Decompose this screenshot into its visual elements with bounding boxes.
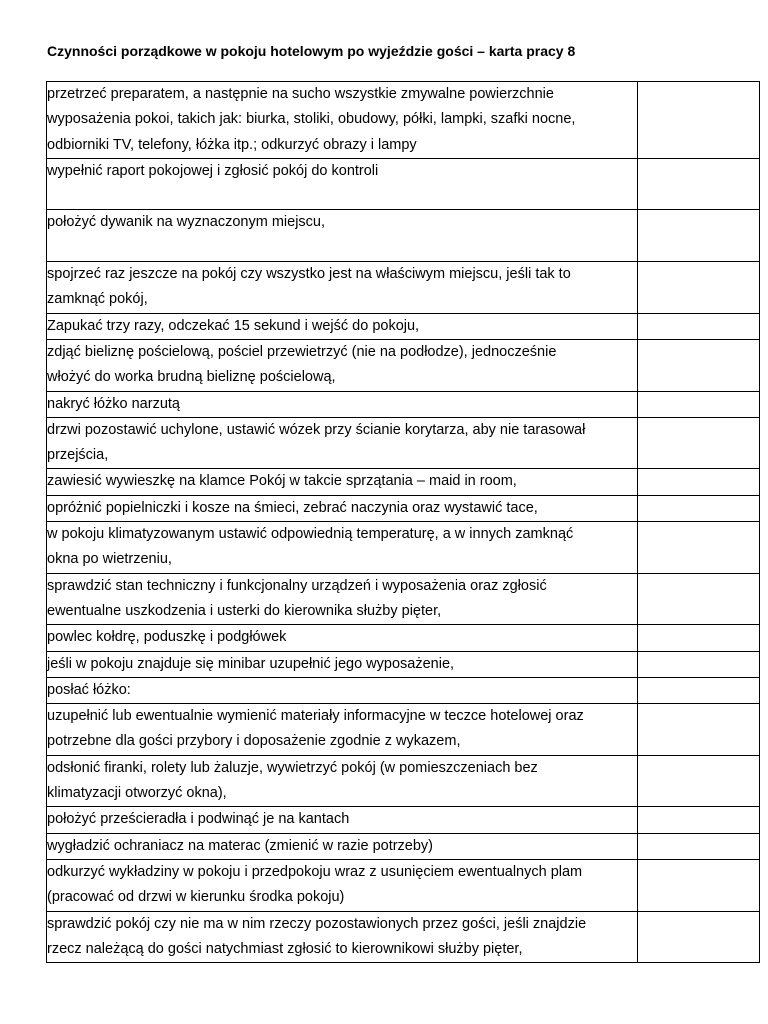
task-text-cell bbox=[47, 158, 638, 210]
task-line: odkurzyć wykładziny w pokoju i przedpokoju wraz z usunięciem ewentualnych plam bbox=[47, 863, 583, 880]
task-line: odsłonić firanki, rolety lub żaluzje, wywietrzyć pokój (w pomieszczeniach bez bbox=[47, 759, 538, 776]
task-line: wyposażenia pokoi, takich jak: biurka, stoliki, obudowy, półki, lampki, szafki nocne, bbox=[47, 111, 576, 128]
order-number-cell[interactable] bbox=[638, 495, 760, 521]
order-number-cell[interactable] bbox=[638, 625, 760, 651]
order-number-cell[interactable] bbox=[638, 755, 760, 807]
order-number-cell[interactable] bbox=[638, 469, 760, 495]
order-number-cell[interactable] bbox=[638, 391, 760, 417]
task-text-cell bbox=[47, 911, 638, 963]
task-line: okna po wietrzeniu, bbox=[47, 551, 172, 568]
task-row bbox=[47, 704, 760, 756]
task-line: włożyć do worka brudną bieliznę pościelową, bbox=[47, 369, 336, 386]
task-line: wygładzić ochraniacz na materac (zmienić w razie potrzeby) bbox=[47, 837, 434, 854]
task-line: zdjąć bieliznę pościelową, pościel przewietrzyć (nie na podłodze), jednocześnie bbox=[47, 343, 557, 360]
task-row bbox=[47, 573, 760, 625]
task-line: potrzebne dla gości przybory i doposażenie zgodnie z wykazem, bbox=[47, 733, 461, 750]
task-line: w pokoju klimatyzowanym ustawić odpowiednią temperaturę, a w innych zamknąć bbox=[47, 526, 574, 543]
order-number-cell[interactable] bbox=[638, 859, 760, 911]
task-row bbox=[47, 417, 760, 469]
task-line: uzupełnić lub ewentualnie wymienić materiały informacyjne w teczce hotelowej oraz bbox=[47, 708, 584, 725]
task-row bbox=[47, 210, 760, 262]
task-line: klimatyzacji otworzyć okna), bbox=[47, 785, 227, 802]
task-row bbox=[47, 677, 760, 703]
task-text-cell bbox=[47, 677, 638, 703]
task-text-cell bbox=[47, 469, 638, 495]
task-line: zamknąć pokój, bbox=[47, 291, 148, 308]
task-text-cell bbox=[47, 262, 638, 314]
task-row bbox=[47, 859, 760, 911]
task-line: położyć dywanik na wyznaczonym miejscu, bbox=[47, 214, 326, 231]
task-row bbox=[47, 391, 760, 417]
task-text-cell bbox=[47, 391, 638, 417]
task-text-cell bbox=[47, 573, 638, 625]
task-line: sprawdzić stan techniczny i funkcjonalny urządzeń i wyposażenia oraz zgłosić bbox=[47, 577, 547, 594]
task-row bbox=[47, 911, 760, 963]
task-line: Zapukać trzy razy, odczekać 15 sekund i wejść do pokoju, bbox=[47, 317, 420, 334]
task-text-cell bbox=[47, 313, 638, 339]
task-line: położyć prześcieradła i podwinąć je na kantach bbox=[47, 811, 350, 828]
task-line: nakryć łóżko narzutą bbox=[47, 395, 180, 412]
order-number-cell[interactable] bbox=[638, 807, 760, 833]
task-row bbox=[47, 651, 760, 677]
task-line: drzwi pozostawić uchylone, ustawić wózek przy ścianie korytarza, aby nie tarasował bbox=[47, 421, 586, 438]
order-number-cell[interactable] bbox=[638, 417, 760, 469]
task-row bbox=[47, 158, 760, 210]
task-text-cell bbox=[47, 859, 638, 911]
order-number-cell[interactable] bbox=[638, 313, 760, 339]
task-row bbox=[47, 469, 760, 495]
task-row bbox=[47, 625, 760, 651]
order-number-cell[interactable] bbox=[638, 522, 760, 574]
task-table-body bbox=[47, 82, 760, 963]
order-number-cell[interactable] bbox=[638, 82, 760, 159]
task-text-cell bbox=[47, 522, 638, 574]
worksheet-title: Czynności porządkowe w pokoju hotelowym po wyjeździe gości – karta pracy 8 bbox=[47, 43, 576, 59]
task-line: (pracować od drzwi w kierunku środka pokoju) bbox=[47, 889, 345, 906]
task-line: jeśli w pokoju znajduje się minibar uzupełnić jego wyposażenie, bbox=[47, 655, 455, 672]
task-line: rzecz należącą do gości natychmiast zgłosić to kierownikowi służby pięter, bbox=[47, 940, 523, 957]
task-text-cell bbox=[47, 833, 638, 859]
task-line: sprawdzić pokój czy nie ma w nim rzeczy pozostawionych przez gości, jeśli znajdzie bbox=[47, 915, 587, 932]
task-text-cell bbox=[47, 417, 638, 469]
order-number-cell[interactable] bbox=[638, 262, 760, 314]
task-line: przejścia, bbox=[47, 447, 109, 464]
task-row bbox=[47, 339, 760, 391]
task-line: spojrzeć raz jeszcze na pokój czy wszystko jest na właściwym miejscu, jeśli tak to bbox=[47, 266, 571, 283]
order-number-cell[interactable] bbox=[638, 158, 760, 210]
task-text-cell bbox=[47, 651, 638, 677]
task-row bbox=[47, 82, 760, 159]
task-line: zawiesić wywieszkę na klamce Pokój w takcie sprzątania – maid in room, bbox=[47, 473, 517, 490]
task-row bbox=[47, 495, 760, 521]
task-text-cell bbox=[47, 625, 638, 651]
task-text-cell bbox=[47, 339, 638, 391]
task-text-cell bbox=[47, 495, 638, 521]
task-text-cell bbox=[47, 807, 638, 833]
order-number-cell[interactable] bbox=[638, 677, 760, 703]
task-text-cell bbox=[47, 82, 638, 159]
task-text-cell bbox=[47, 755, 638, 807]
task-row bbox=[47, 262, 760, 314]
task-line: opróżnić popielniczki i kosze na śmieci, zebrać naczynia oraz wystawić tace, bbox=[47, 499, 538, 516]
order-number-cell[interactable] bbox=[638, 911, 760, 963]
order-number-cell[interactable] bbox=[638, 704, 760, 756]
task-row bbox=[47, 833, 760, 859]
blank-line bbox=[47, 184, 637, 209]
blank-line bbox=[47, 236, 637, 261]
order-number-cell[interactable] bbox=[638, 651, 760, 677]
order-number-cell[interactable] bbox=[638, 339, 760, 391]
task-text-cell bbox=[47, 210, 638, 262]
order-number-cell[interactable] bbox=[638, 210, 760, 262]
task-row bbox=[47, 755, 760, 807]
task-row bbox=[47, 807, 760, 833]
task-row bbox=[47, 313, 760, 339]
task-line: odbiorniki TV, telefony, łóżka itp.; odkurzyć obrazy i lampy bbox=[47, 136, 417, 153]
task-line: wypełnić raport pokojowej i zgłosić pokój do kontroli bbox=[47, 162, 379, 179]
task-line: przetrzeć preparatem, a następnie na sucho wszystkie zmywalne powierzchnie bbox=[47, 86, 554, 102]
task-line: ewentualne uszkodzenia i usterki do kierownika służby pięter, bbox=[47, 602, 442, 619]
order-number-cell[interactable] bbox=[638, 833, 760, 859]
task-line: posłać łóżko: bbox=[47, 681, 131, 698]
task-table bbox=[46, 81, 760, 963]
task-line: powlec kołdrę, poduszkę i podgłówek bbox=[47, 629, 287, 646]
order-number-cell[interactable] bbox=[638, 573, 760, 625]
task-row bbox=[47, 522, 760, 574]
task-text-cell bbox=[47, 704, 638, 756]
